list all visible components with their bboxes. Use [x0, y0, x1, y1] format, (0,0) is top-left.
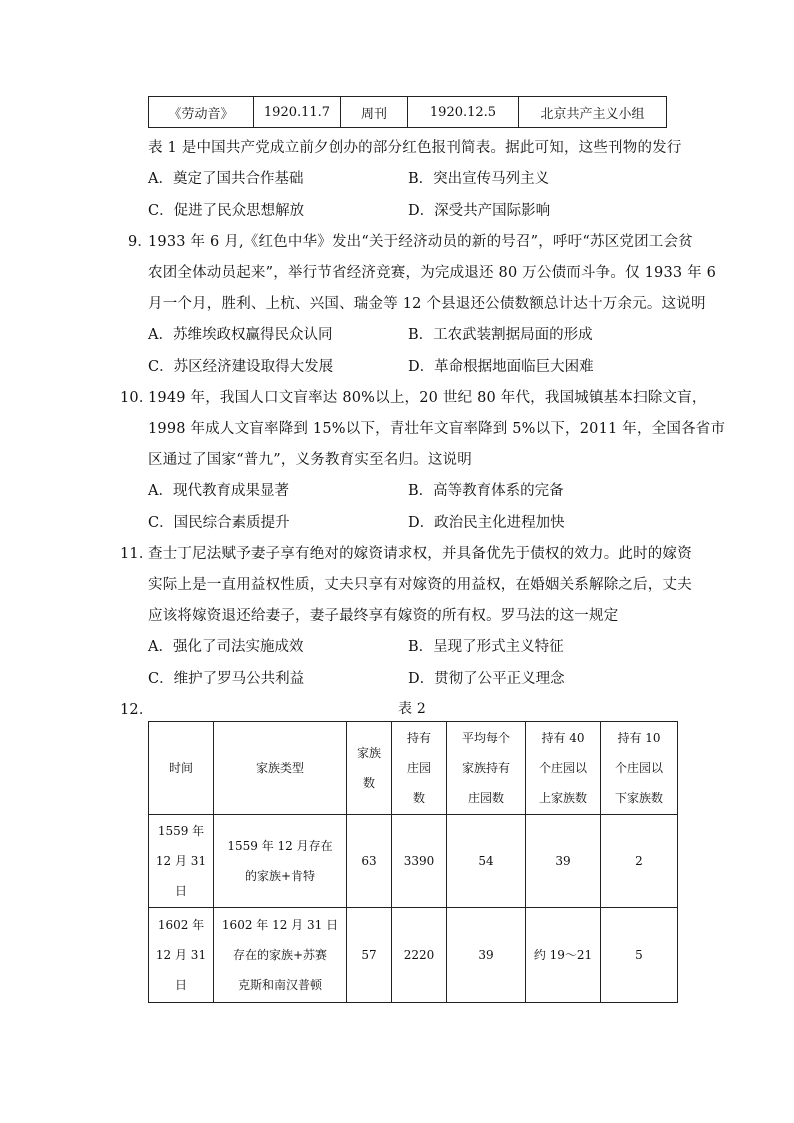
row-over-40: 39 — [526, 815, 601, 908]
table-header-row — [149, 722, 678, 815]
q10-option-c: C．国民综合素质提升 — [148, 515, 290, 531]
q10-option-b: B．高等教育体系的完备 — [408, 483, 564, 499]
q10-line-1: 1949 年，我国人口文盲率达 80%以上，20 世纪 80 年代，我国城镇基本扫除文盲， — [148, 390, 707, 406]
header-time: 时间 — [149, 722, 214, 815]
header-estates: 持有 庄园 数 — [392, 722, 447, 815]
row-family-count: 63 — [347, 815, 392, 908]
q11-option-d: D．贯彻了公平正义理念 — [408, 671, 565, 687]
row-over-40: 约 19～21 — [526, 908, 601, 1003]
q9-number: 9． — [128, 234, 153, 250]
table-cell: 1920.12.5 — [408, 97, 519, 128]
q10-option-a: A．现代教育成果显著 — [148, 483, 289, 499]
q11-line-2: 实际上是一直用益权性质，丈夫只享有对嫁资的用益权，在婚姻关系解除之后，丈夫 — [148, 577, 692, 593]
row-under-10: 5 — [601, 908, 678, 1003]
header-family-count: 家族 数 — [347, 722, 392, 815]
q10-line-2: 1998 年成人文盲率降到 15%以下，青壮年文盲率降到 5%以下，2011 年，全国各省市 — [148, 421, 726, 437]
q8-option-b: B．突出宣传马列主义 — [408, 171, 550, 187]
table-1-last-row — [148, 96, 667, 128]
q11-number: 11． — [120, 546, 154, 562]
q8-option-d: D．深受共产国际影响 — [408, 203, 551, 219]
q8-option-a: A．奠定了国共合作基础 — [148, 171, 304, 187]
row-family-type: 1559 年 12 月存在 的家族+肯特 — [214, 815, 347, 908]
q9-option-d: D．革命根据地面临巨大困难 — [408, 359, 594, 375]
table-cell: 北京共产主义小组 — [519, 97, 667, 128]
q8-stem: 表 1 是中国共产党成立前夕创办的部分红色报刊简表。据此可知，这些刊物的发行 — [148, 140, 682, 156]
table-row — [149, 815, 678, 908]
q9-line-1: 1933 年 6 月,《红色中华》发出“关于经济动员的新的号召”，呼吁“苏区党团工会贫 — [148, 234, 693, 250]
q9-option-a: A．苏维埃政权赢得民众认同 — [148, 327, 333, 343]
row-family-count: 57 — [347, 908, 392, 1003]
table-2-title: 表 2 — [398, 701, 426, 717]
table-row — [149, 97, 667, 128]
q9-line-3: 月一个月，胜利、上杭、兴国、瑞金等 12 个县退还公债数额总计达十万余元。这说明 — [148, 296, 706, 312]
q9-option-c: C．苏区经济建设取得大发展 — [148, 359, 334, 375]
q11-option-a: A．强化了司法实施成效 — [148, 639, 304, 655]
row-estates: 3390 — [392, 815, 447, 908]
row-time: 1559 年 12 月 31 日 — [149, 815, 214, 908]
row-estates: 2220 — [392, 908, 447, 1003]
q9-option-b: B．工农武装割据局面的形成 — [408, 327, 593, 343]
q11-line-1: 查士丁尼法赋予妻子享有绝对的嫁资请求权，并具备优先于债权的效力。此时的嫁资 — [148, 546, 692, 562]
table-cell: 周刊 — [341, 97, 408, 128]
header-family-type: 家族类型 — [214, 722, 347, 815]
row-avg: 39 — [447, 908, 526, 1003]
table-cell: 1920.11.7 — [254, 97, 341, 128]
q11-line-3: 应该将嫁资退还给妻子，妻子最终享有嫁资的所有权。罗马法的这一规定 — [148, 608, 619, 624]
header-over-40: 持有 40 个庄园以 上家族数 — [526, 722, 601, 815]
row-under-10: 2 — [601, 815, 678, 908]
q10-line-3: 区通过了国家“普九”，义务教育实至名归。这说明 — [148, 452, 472, 468]
row-family-type: 1602 年 12 月 31 日 存在的家族+苏赛 克斯和南汉普顿 — [214, 908, 347, 1003]
row-time: 1602 年 12 月 31 日 — [149, 908, 214, 1003]
q10-number: 10． — [120, 390, 154, 406]
header-under-10: 持有 10 个庄园以 下家族数 — [601, 722, 678, 815]
header-avg-estates: 平均每个 家族持有 庄园数 — [447, 722, 526, 815]
q10-option-d: D．政治民主化进程加快 — [408, 515, 565, 531]
q11-option-c: C．维护了罗马公共利益 — [148, 671, 305, 687]
table-cell: 《劳动音》 — [149, 97, 254, 128]
q12-number: 12． — [120, 702, 154, 718]
table-2 — [148, 721, 678, 1003]
table-row — [149, 908, 678, 1003]
row-avg: 54 — [447, 815, 526, 908]
q8-option-c: C．促进了民众思想解放 — [148, 203, 305, 219]
q9-line-2: 农团全体动员起来”，举行节省经济竞赛，为完成退还 80 万公债而斗争。仅 1933 年 6 — [148, 265, 717, 281]
q11-option-b: B．呈现了形式主义特征 — [408, 639, 564, 655]
